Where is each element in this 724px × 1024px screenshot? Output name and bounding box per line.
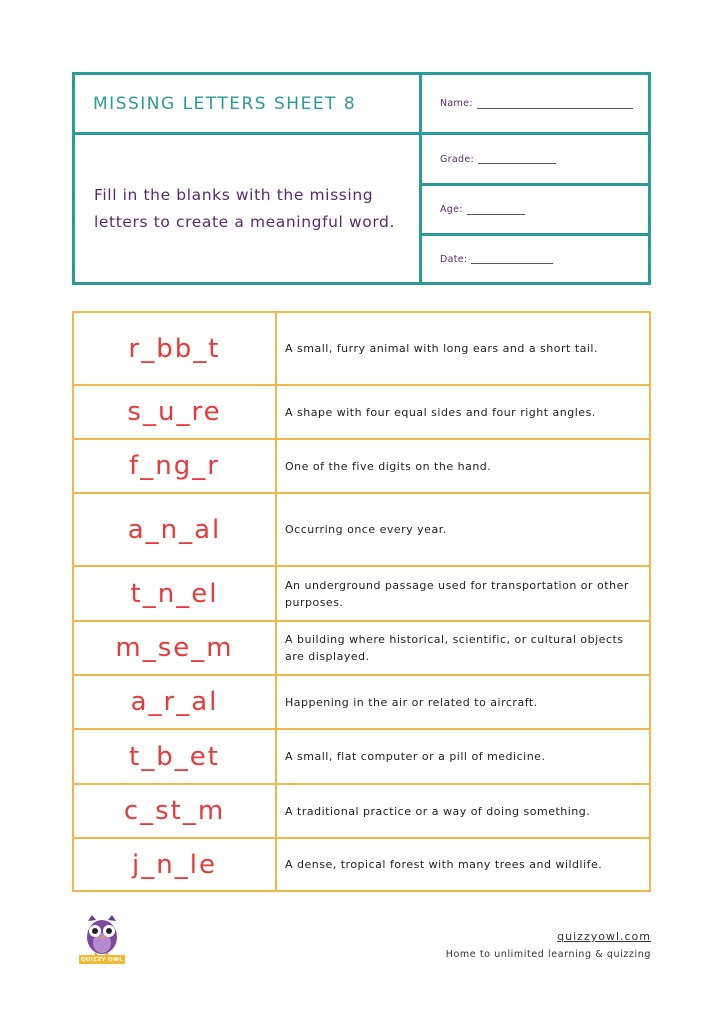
word-definition: A building where historical, scientific, or cultural objects are displayed. <box>285 633 624 663</box>
date-blank-line[interactable] <box>471 254 553 264</box>
name-blank-line[interactable] <box>477 99 633 109</box>
word-definition: A small, flat computer or a pill of medicine. <box>285 750 546 763</box>
instructions-cell <box>75 135 422 282</box>
age-blank-line[interactable] <box>467 205 525 215</box>
missing-letter-word[interactable]: f_ng_r <box>74 440 277 492</box>
table-row <box>74 494 649 567</box>
table-row <box>74 839 649 890</box>
word-definition: A dense, tropical forest with many trees and wildlife. <box>285 858 603 871</box>
age-label: Age: <box>440 204 463 215</box>
missing-letter-word[interactable]: m_se_m <box>74 622 277 674</box>
word-definition: A small, furry animal with long ears and a short tail. <box>285 342 598 355</box>
missing-letter-word[interactable]: j_n_le <box>74 839 277 890</box>
grade-field[interactable] <box>422 135 648 186</box>
word-definition: A traditional practice or a way of doing something. <box>285 804 591 818</box>
table-row <box>74 785 649 839</box>
date-field[interactable] <box>422 236 648 282</box>
missing-letter-word[interactable]: s_u_re <box>74 386 277 438</box>
grade-blank-line[interactable] <box>478 154 556 164</box>
logo-text: QUIZZY OWL <box>80 956 124 963</box>
table-row <box>74 386 649 440</box>
table-row <box>74 440 649 494</box>
instructions-text: Fill in the blanks with the missing letters to create a meaningful word. <box>94 185 396 231</box>
page-title: MISSING LETTERS SHEET 8 <box>93 93 357 114</box>
worksheet-header <box>72 72 651 285</box>
missing-letter-word[interactable]: r_bb_t <box>74 313 277 384</box>
grade-label: Grade: <box>440 153 474 165</box>
missing-letter-word[interactable]: a_r_al <box>74 676 277 728</box>
missing-letter-word[interactable]: t_b_et <box>74 730 277 783</box>
table-row <box>74 730 649 785</box>
table-row <box>74 313 649 386</box>
word-definition: An underground passage used for transportation or other purposes. <box>285 578 629 609</box>
missing-letter-word[interactable]: a_n_al <box>74 494 277 565</box>
quizzy-owl-logo <box>78 913 126 965</box>
title-cell <box>75 75 422 135</box>
age-field[interactable] <box>422 186 648 236</box>
table-row <box>74 676 649 730</box>
table-row <box>74 567 649 622</box>
name-field[interactable] <box>422 75 648 135</box>
site-link[interactable]: quizzyowl.com <box>557 930 651 943</box>
word-definition: A shape with four equal sides and four right angles. <box>285 405 596 419</box>
word-table <box>72 311 651 892</box>
tagline: Home to unlimited learning & quizzing <box>445 949 651 960</box>
date-label: Date: <box>440 253 468 265</box>
table-row <box>74 622 649 676</box>
word-definition: Happening in the air or related to aircraft. <box>285 695 538 709</box>
name-label: Name: <box>440 98 473 109</box>
missing-letter-word[interactable]: t_n_el <box>74 567 277 620</box>
word-definition: One of the five digits on the hand. <box>285 459 492 473</box>
missing-letter-word[interactable]: c_st_m <box>74 785 277 837</box>
word-definition: Occurring once every year. <box>285 523 447 536</box>
